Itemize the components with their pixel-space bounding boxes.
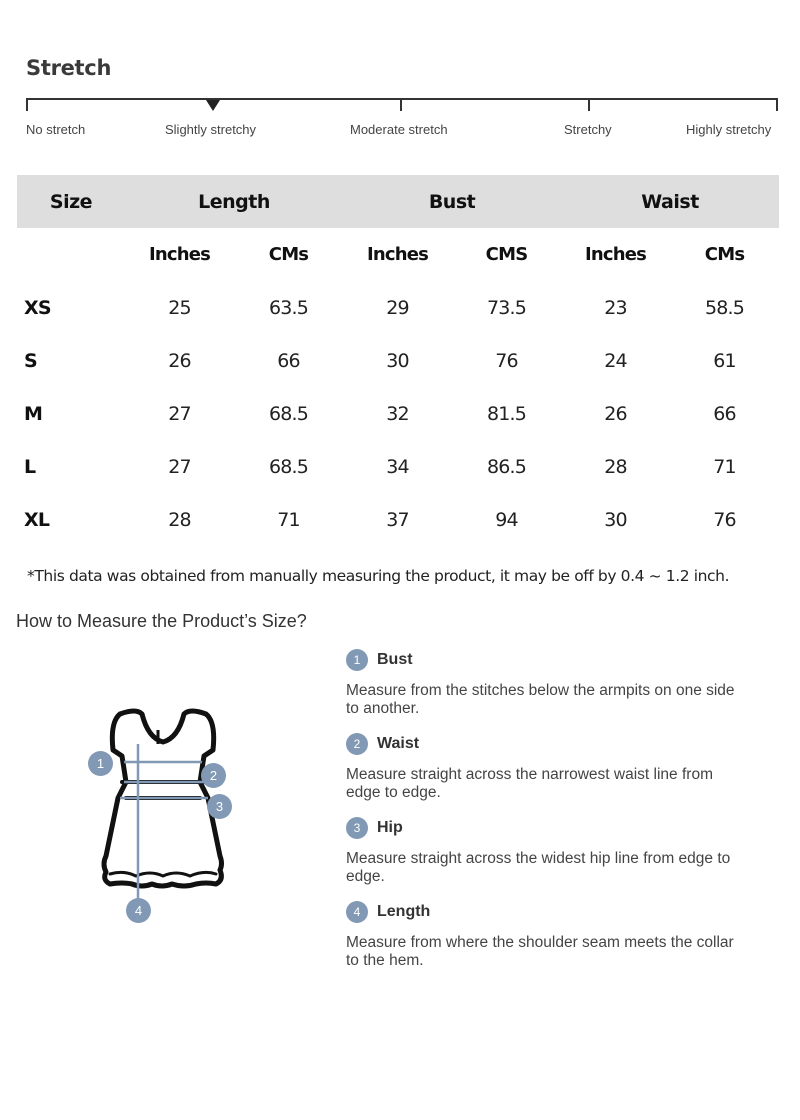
- measurement-note: *This data was obtained from manually measuring the product, it may be off by 0.4 ~ 1.2 inch.: [27, 567, 730, 585]
- table-cell: 94: [495, 508, 518, 531]
- table-cell: 28: [604, 455, 627, 478]
- number-badge: 4: [346, 901, 368, 923]
- stretch-label-none: No stretch: [26, 122, 86, 137]
- table-cell: 29: [386, 296, 409, 319]
- size-cell: M: [24, 402, 43, 425]
- table-cell: 66: [277, 349, 300, 372]
- table-cell: 76: [713, 508, 736, 531]
- scale-line: [26, 98, 778, 100]
- table-row: [17, 493, 779, 546]
- size-cell: XL: [24, 508, 50, 531]
- stretch-scale: [26, 98, 778, 112]
- header-length: Length: [198, 190, 270, 213]
- size-cell: S: [24, 349, 37, 372]
- table-cell: 71: [277, 508, 300, 531]
- stretch-label-slight: Slightly stretchy: [165, 122, 257, 137]
- table-cell: 37: [386, 508, 409, 531]
- table-cell: 66: [713, 402, 736, 425]
- table-cell: 58.5: [704, 296, 745, 319]
- instruction-bust: [346, 648, 746, 718]
- instruction-text: Measure from where the shoulder seam meets the collar to the hem.: [346, 934, 734, 969]
- diagram-marker-bust: 1: [88, 751, 113, 776]
- table-row: [17, 334, 779, 387]
- table-row: [17, 281, 779, 334]
- instruction-text: Measure straight across the widest hip line from edge to edge.: [346, 850, 731, 885]
- table-cell: 61: [713, 349, 736, 372]
- table-cell: 76: [495, 349, 518, 372]
- instruction-waist: [346, 732, 746, 802]
- stretch-label-stretchy: Stretchy: [564, 122, 612, 137]
- table-cell: 28: [168, 508, 191, 531]
- stretch-label-high: Highly stretchy: [686, 122, 772, 137]
- size-chart-table: [17, 175, 779, 546]
- stretch-marker-icon: [206, 100, 220, 111]
- unit-label: Inches: [148, 244, 211, 265]
- unit-label: Inches: [366, 244, 429, 265]
- instruction-hip: [346, 816, 746, 886]
- size-cell: XS: [24, 296, 51, 319]
- header-waist: Waist: [641, 190, 699, 213]
- instruction-text: Measure from the stitches below the armpits on one side to another.: [346, 682, 735, 717]
- scale-tick: [400, 98, 402, 111]
- table-cell: 68.5: [268, 455, 309, 478]
- instruction-title: Waist: [377, 735, 420, 752]
- unit-label: CMs: [268, 244, 309, 265]
- table-row: [17, 387, 779, 440]
- scale-tick: [26, 98, 28, 111]
- table-cell: 27: [168, 455, 191, 478]
- table-cell: 63.5: [268, 296, 309, 319]
- instruction-length: [346, 900, 746, 970]
- table-cell: 34: [386, 455, 409, 478]
- instruction-title: Hip: [377, 819, 403, 836]
- header-bust: Bust: [428, 190, 476, 213]
- table-cell: 23: [604, 296, 627, 319]
- table-unit-row: [17, 228, 779, 281]
- diagram-marker-hip: 3: [207, 794, 232, 819]
- instruction-title: Bust: [377, 651, 413, 668]
- unit-empty: [17, 228, 125, 281]
- table-cell: 86.5: [486, 455, 527, 478]
- scale-tick: [588, 98, 590, 111]
- table-cell: 24: [604, 349, 627, 372]
- unit-label: CMs: [704, 244, 745, 265]
- table-cell: 25: [168, 296, 191, 319]
- instruction-text: Measure straight across the narrowest waist line from edge to edge.: [346, 766, 713, 801]
- table-cell: 68.5: [268, 402, 309, 425]
- stretch-label-moderate: Moderate stretch: [350, 122, 448, 137]
- unit-label: CMS: [485, 244, 528, 265]
- table-cell: 81.5: [486, 402, 527, 425]
- number-badge: 3: [346, 817, 368, 839]
- table-cell: 27: [168, 402, 191, 425]
- table-header-row: [17, 175, 779, 228]
- diagram-marker-length: 4: [126, 898, 151, 923]
- stretch-title: Stretch: [26, 56, 112, 80]
- table-cell: 26: [604, 402, 627, 425]
- table-cell: 26: [168, 349, 191, 372]
- header-size: Size: [49, 190, 93, 213]
- instruction-title: Length: [377, 903, 431, 920]
- diagram-marker-waist: 2: [201, 763, 226, 788]
- unit-label: Inches: [584, 244, 647, 265]
- table-cell: 30: [604, 508, 627, 531]
- table-cell: 32: [386, 402, 409, 425]
- table-row: [17, 440, 779, 493]
- table-cell: 71: [713, 455, 736, 478]
- table-cell: 73.5: [486, 296, 527, 319]
- measure-section-title: How to Measure the Product’s Size?: [16, 611, 307, 631]
- number-badge: 1: [346, 649, 368, 671]
- scale-tick: [776, 98, 778, 111]
- size-cell: L: [24, 455, 36, 478]
- number-badge: 2: [346, 733, 368, 755]
- table-cell: 30: [386, 349, 409, 372]
